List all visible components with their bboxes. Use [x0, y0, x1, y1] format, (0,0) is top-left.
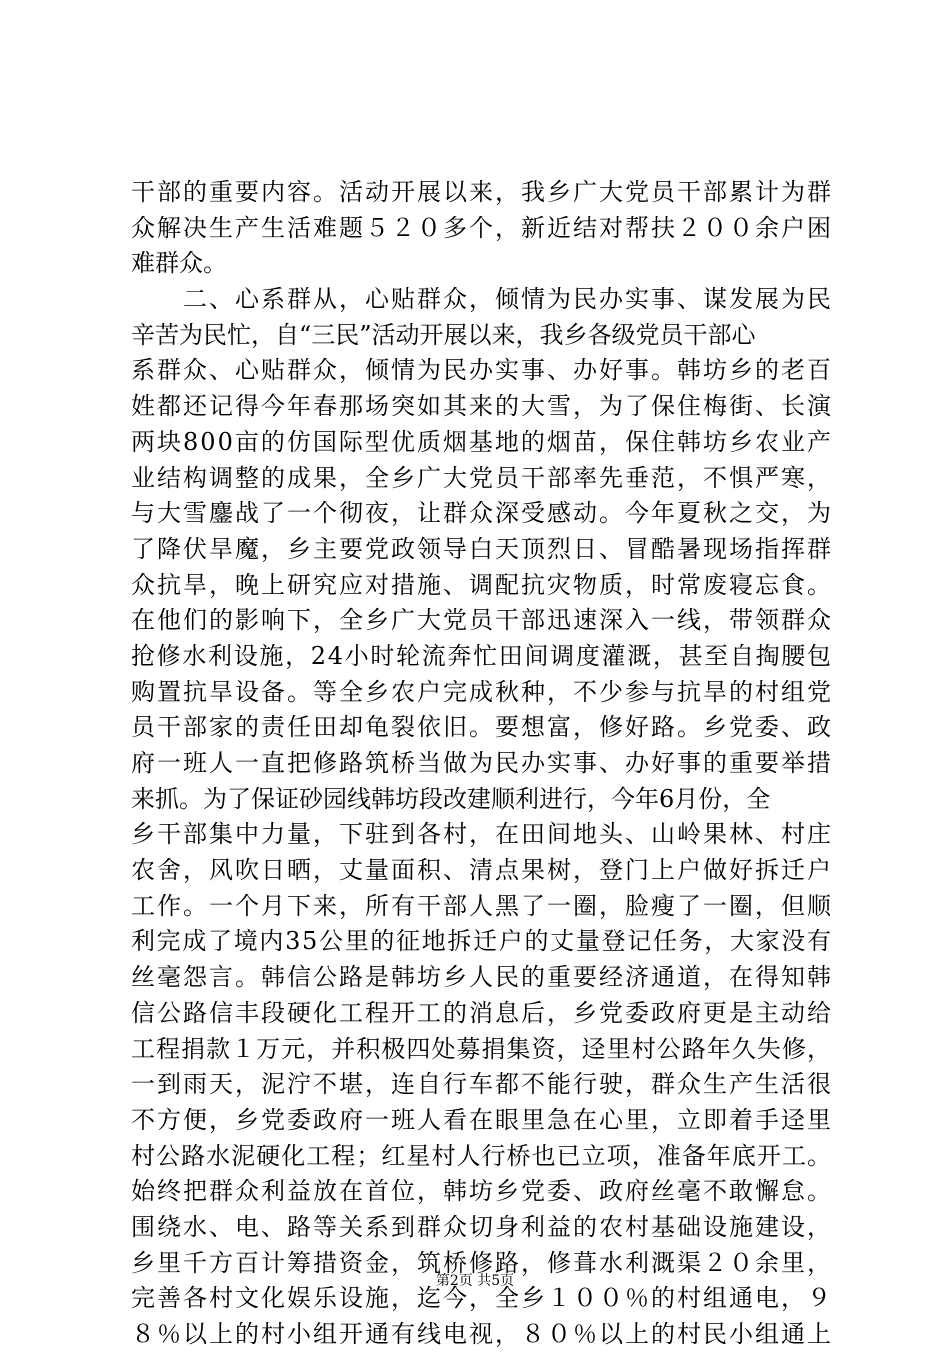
text-line: 众抗旱，晚上研究应对措施、调配抗灾物质，时常废寝忘食。 — [131, 570, 833, 599]
text-line: 了降伏旱魔，乡主要党政领导白天顶烈日、冒酷暑现场指挥群 — [131, 534, 833, 563]
body-text — [131, 175, 834, 1353]
text-line: 干部的重要内容。活动开展以来，我乡广大党员干部累计为群 — [131, 178, 833, 206]
text-line: 乡干部集中力量，下驻到各村，在田间地头、山岭果林、村庄 — [131, 820, 833, 849]
text-line: 始终把群众利益放在首位，韩坊乡党委、政府丝毫不敢懈怠。 — [131, 1177, 833, 1206]
text-line: 工程捐款１万元，并积极四处募捐集资，迳里村公路年久失修， — [131, 1034, 833, 1063]
text-line: 围绕水、电、路等关系到群众切身利益的农村基础设施建设， — [131, 1212, 833, 1241]
text-line: 系群众、心贴群众，倾情为民办实事、办好事。韩坊乡的老百 — [131, 356, 833, 385]
text-line: 丝毫怨言。韩信公路是韩坊乡人民的重要经济通道，在得知韩 — [131, 963, 833, 992]
text-line: 利完成了境内35公里的征地拆迁户的丈量登记任务，大家没有 — [131, 927, 833, 956]
text-line: 农舍，风吹日晒，丈量面积、清点果树，登门上户做好拆迁户 — [131, 856, 833, 885]
text-line: 购置抗旱设备。等全乡农户完成秋种，不少参与抗旱的村组党 — [131, 677, 833, 706]
text-line: 乡里千方百计筹措资金，筑桥修路，修葺水利溉渠２０余里， — [131, 1248, 833, 1277]
text-line: 府一班人一直把修路筑桥当做为民办实事、办好事的重要举措 — [131, 749, 833, 777]
text-line: 与大雪鏖战了一个彻夜，让群众深受感动。今年夏秋之交，为 — [131, 499, 833, 528]
text-line: 众解决生产生活难题５２０多个，新近结对帮扶２００余户困 — [131, 213, 833, 242]
text-line: 两块800亩的仿国际型优质烟基地的烟苗，保住韩坊乡农业产 — [131, 427, 834, 456]
text-line: 来抓。为了保证砂园线韩坊段改建顺利进行，今年6月份，全 — [131, 784, 771, 813]
text-line: 一到雨天，泥泞不堪，连自行车都不能行驶，群众生产生活很 — [131, 1070, 833, 1099]
text-line: 辛苦为民忙，自“三民”活动开展以来，我乡各级党员干部心 — [131, 320, 756, 349]
text-line: ８％以上的村小组开通有线电视，８０％以上的村民小组通上 — [131, 1320, 833, 1348]
text-line: 在他们的影响下，全乡广大党员干部迅速深入一线，带领群众 — [131, 606, 833, 635]
text-line: 员干部家的责任田却龟裂依旧。要想富，修好路。乡党委、政 — [131, 713, 833, 742]
text-line: 抢修水利设施，24小时轮流奔忙田间调度灌溉，甚至自掏腰包 — [131, 641, 833, 670]
text-line: 二、心系群从，心贴群众，倾情为民办实事、谋发展为民 — [131, 285, 833, 314]
text-line: 工作。一个月下来，所有干部人黑了一圈，脸瘦了一圈，但顺 — [131, 891, 833, 920]
text-line: 完善各村文化娱乐设施，迄今，全乡１００％的村组通电，９ — [131, 1284, 833, 1313]
text-line: 难群众。 — [131, 249, 227, 278]
text-line: 村公路水泥硬化工程；红星村人行桥也已立项，准备年底开工。 — [131, 1141, 833, 1170]
text-line: 不方便，乡党委政府一班人看在眼里急在心里，立即着手迳里 — [131, 1105, 833, 1134]
text-line: 业结构调整的成果，全乡广大党员干部率先垂范，不惧严寒， — [131, 463, 833, 492]
text-line: 姓都还记得今年春那场突如其来的大雪，为了保住梅街、长演 — [131, 392, 833, 421]
text-line: 信公路信丰段硬化工程开工的消息后，乡党委政府更是主动给 — [131, 998, 833, 1027]
page-footer: 第2页 共5页 — [435, 1273, 515, 1289]
